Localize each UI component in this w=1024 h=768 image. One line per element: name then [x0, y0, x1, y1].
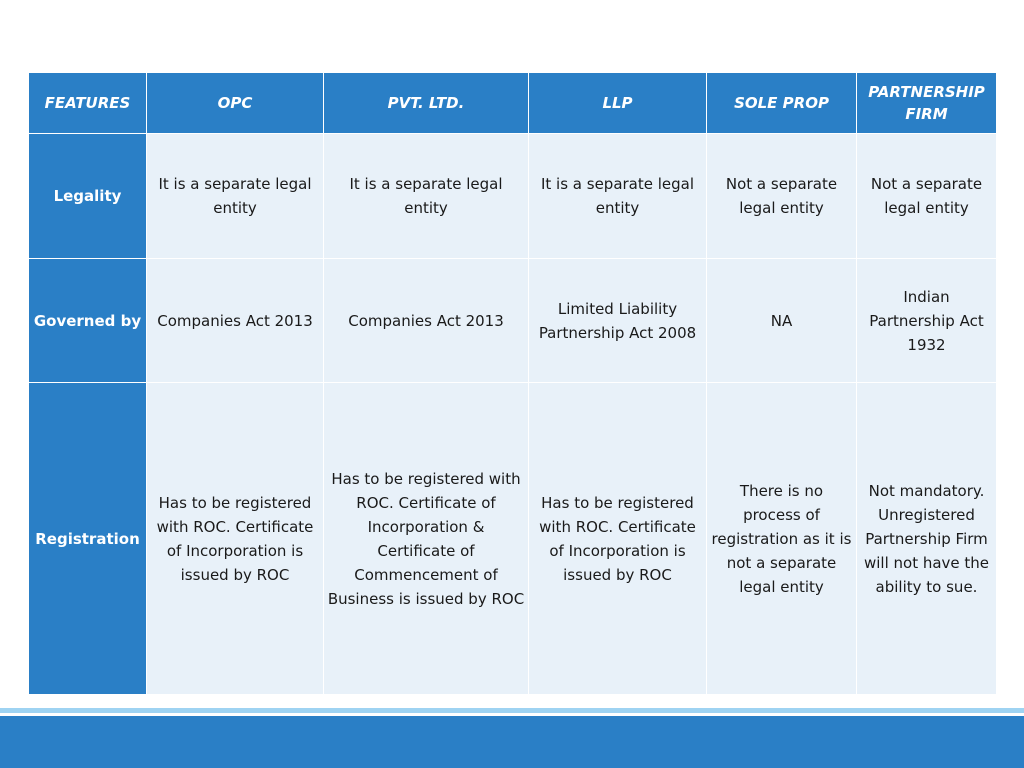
cell-legality-llp: It is a separate legal entity	[529, 134, 707, 259]
cell-legality-partnership-firm: Not a separate legal entity	[857, 134, 997, 259]
cell-registration-pvt-ltd: Has to be registered with ROC. Certificate of Incorporation & Certificate of Commencement of Business is issued by ROC	[324, 383, 529, 695]
cell-governed-pvt-ltd: Companies Act 2013	[324, 259, 529, 383]
header-llp: LLP	[529, 73, 707, 134]
cell-governed-opc: Companies Act 2013	[147, 259, 324, 383]
cell-registration-partnership-firm: Not mandatory. Unregistered Partnership Firm will not have the ability to sue.	[857, 383, 997, 695]
header-row	[29, 73, 997, 134]
header-features: FEATURES	[29, 73, 147, 134]
header-opc: OPC	[147, 73, 324, 134]
cell-legality-sole-prop: Not a separate legal entity	[707, 134, 857, 259]
cell-governed-llp: Limited Liability Partnership Act 2008	[529, 259, 707, 383]
table-row-registration	[29, 383, 997, 695]
header-partnership-firm: PARTNERSHIP FIRM	[857, 73, 997, 134]
footer-accent-line	[0, 708, 1024, 713]
feature-legality: Legality	[29, 134, 147, 259]
table-row-legality	[29, 134, 997, 259]
feature-registration: Registration	[29, 383, 147, 695]
header-pvt-ltd: PVT. LTD.	[324, 73, 529, 134]
cell-registration-llp: Has to be registered with ROC. Certificate of Incorporation is issued by ROC	[529, 383, 707, 695]
table-row-governed-by	[29, 259, 997, 383]
footer-bar	[0, 716, 1024, 768]
cell-registration-sole-prop: There is no process of registration as it is not a separate legal entity	[707, 383, 857, 695]
cell-registration-opc: Has to be registered with ROC. Certificate of Incorporation is issued by ROC	[147, 383, 324, 695]
cell-governed-sole-prop: NA	[707, 259, 857, 383]
header-sole-prop: SOLE PROP	[707, 73, 857, 134]
cell-legality-opc: It is a separate legal entity	[147, 134, 324, 259]
cell-legality-pvt-ltd: It is a separate legal entity	[324, 134, 529, 259]
comparison-table	[28, 72, 997, 695]
feature-governed-by: Governed by	[29, 259, 147, 383]
cell-governed-partnership-firm: Indian Partnership Act 1932	[857, 259, 997, 383]
